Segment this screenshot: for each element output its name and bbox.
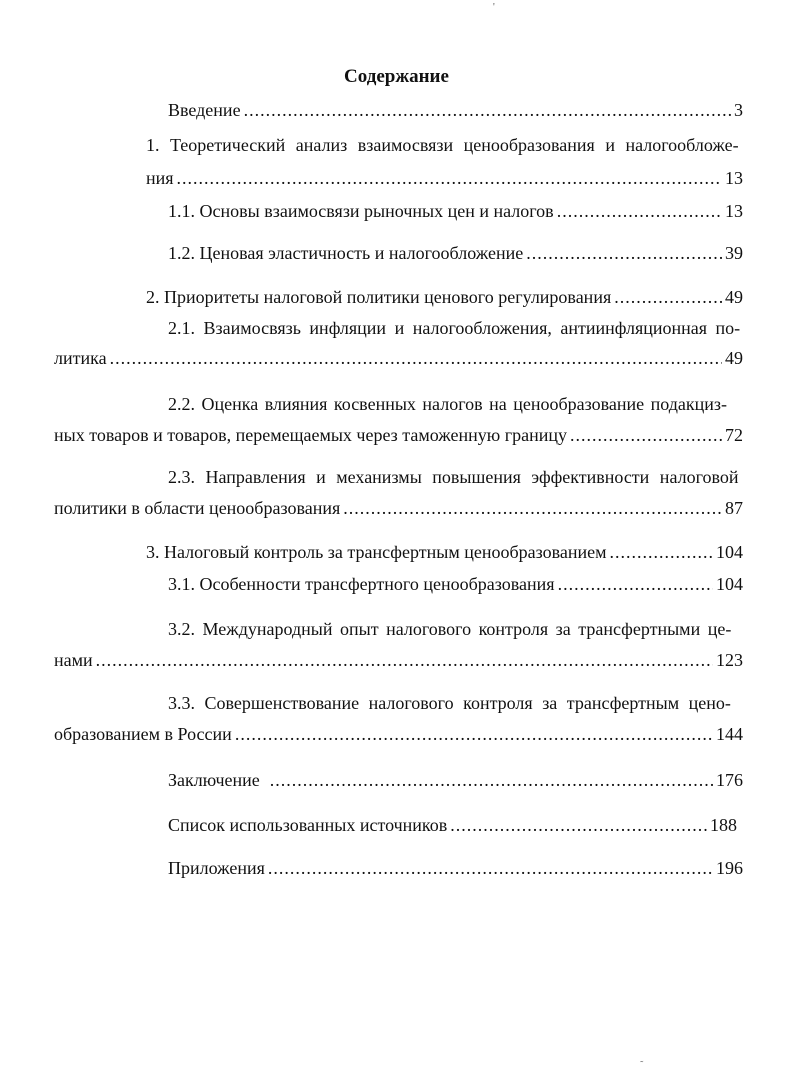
toc-leader-dots — [614, 285, 722, 309]
scan-mark: ˜ — [640, 1060, 644, 1071]
toc-entry — [54, 722, 743, 746]
toc-entry-page: 87 — [725, 498, 743, 518]
toc-entry — [168, 98, 743, 122]
toc-entry — [168, 856, 743, 880]
toc-entry-page: 49 — [725, 348, 743, 368]
toc-leader-dots — [268, 856, 713, 880]
toc-leader-dots — [270, 768, 713, 792]
toc-entry-page: 13 — [725, 168, 743, 188]
toc-entry — [146, 540, 743, 564]
toc-entry-label: ния — [146, 168, 174, 188]
toc-entry-line1 — [168, 392, 743, 416]
toc-leader-dots — [570, 423, 722, 447]
toc-entry-page: 144 — [716, 724, 743, 744]
toc-entry — [168, 199, 743, 223]
toc-entry-label: Заключение — [168, 770, 260, 790]
page-title: Содержание — [344, 66, 449, 87]
toc-entry-page: 176 — [716, 770, 743, 790]
toc-leader-dots — [557, 199, 722, 223]
toc-entry-label: Приложения — [168, 858, 265, 878]
toc-entry-label: политики в области ценообразования — [54, 498, 341, 518]
toc-entry-label-line1: 2.2. Оценка влияния косвенных налогов на ценообразование подакциз- — [168, 394, 728, 414]
toc-leader-dots — [450, 813, 707, 837]
toc-entry-label-line1: 3.2. Международный опыт налогового контроля за трансфертными це- — [168, 619, 732, 639]
toc-entry — [54, 346, 743, 370]
toc-entry-page: 104 — [716, 574, 743, 594]
toc-leader-dots — [244, 98, 731, 122]
toc-entry-line1 — [168, 617, 743, 641]
toc-entry-label: нами — [54, 650, 93, 670]
toc-entry-label: 3.1. Особенности трансфертного ценообразования — [168, 574, 555, 594]
toc-entry-label: 2. Приоритеты налоговой политики ценового регулирования — [146, 287, 612, 307]
toc-entry-page: 196 — [716, 858, 743, 878]
toc-entry-label-line1: 2.1. Взаимосвязь инфляции и налогообложения, антиинфляционная по- — [168, 318, 741, 338]
toc-entry — [54, 423, 743, 447]
toc-entry-label: Список использованных источников — [168, 815, 448, 835]
toc-entry-label: 1.1. Основы взаимосвязи рыночных цен и налогов — [168, 201, 554, 221]
toc-entry-page: 123 — [716, 650, 743, 670]
toc-entry-label-line1: 1. Теоретический анализ взаимосвязи ценообразования и налогообложе- — [146, 135, 739, 155]
toc-entry — [54, 496, 743, 520]
toc-entry-label: 1.2. Ценовая эластичность и налогообложение — [168, 243, 524, 263]
toc-leader-dots — [110, 346, 722, 370]
toc-entry-label: литика — [54, 348, 107, 368]
toc-entry — [168, 572, 743, 596]
toc-entry — [146, 166, 743, 190]
toc-entry — [168, 813, 737, 837]
toc-entry-label-line1: 2.3. Направления и механизмы повышения эффективности налоговой — [168, 467, 739, 487]
toc-leader-dots — [610, 540, 713, 564]
toc-entry-page: 3 — [734, 100, 743, 120]
toc-entry-page: 13 — [725, 201, 743, 221]
toc-entry — [54, 648, 743, 672]
toc-entry-line1 — [146, 133, 743, 157]
toc-entry — [168, 241, 743, 265]
toc-leader-dots — [96, 648, 713, 672]
scan-mark: ' — [493, 2, 495, 13]
toc-entry — [168, 768, 743, 792]
toc-entry-line1 — [168, 465, 743, 489]
toc-entry-page: 39 — [725, 243, 743, 263]
toc-entry-label: образованием в России — [54, 724, 232, 744]
toc-leader-dots — [235, 722, 713, 746]
toc-entry-page: 49 — [725, 287, 743, 307]
toc-entry-page: 104 — [716, 542, 743, 562]
toc-entry-line1 — [168, 691, 743, 715]
toc-leader-dots — [343, 496, 722, 520]
toc-leader-dots — [526, 241, 722, 265]
toc-leader-dots — [558, 572, 713, 596]
toc-leader-dots — [177, 166, 722, 190]
toc-entry-label: 3. Налоговый контроль за трансфертным ценообразованием — [146, 542, 607, 562]
toc-entry-label-line1: 3.3. Совершенствование налогового контроля за трансфертным цено- — [168, 693, 731, 713]
toc-entry-label: ных товаров и товаров, перемещаемых через таможенную границу — [54, 425, 567, 445]
toc-entry — [146, 285, 743, 309]
toc-entry-page: 188 — [710, 815, 737, 835]
toc-entry-page: 72 — [725, 425, 743, 445]
toc-entry-label: Введение — [168, 100, 241, 120]
toc-entry-line1 — [168, 316, 743, 340]
